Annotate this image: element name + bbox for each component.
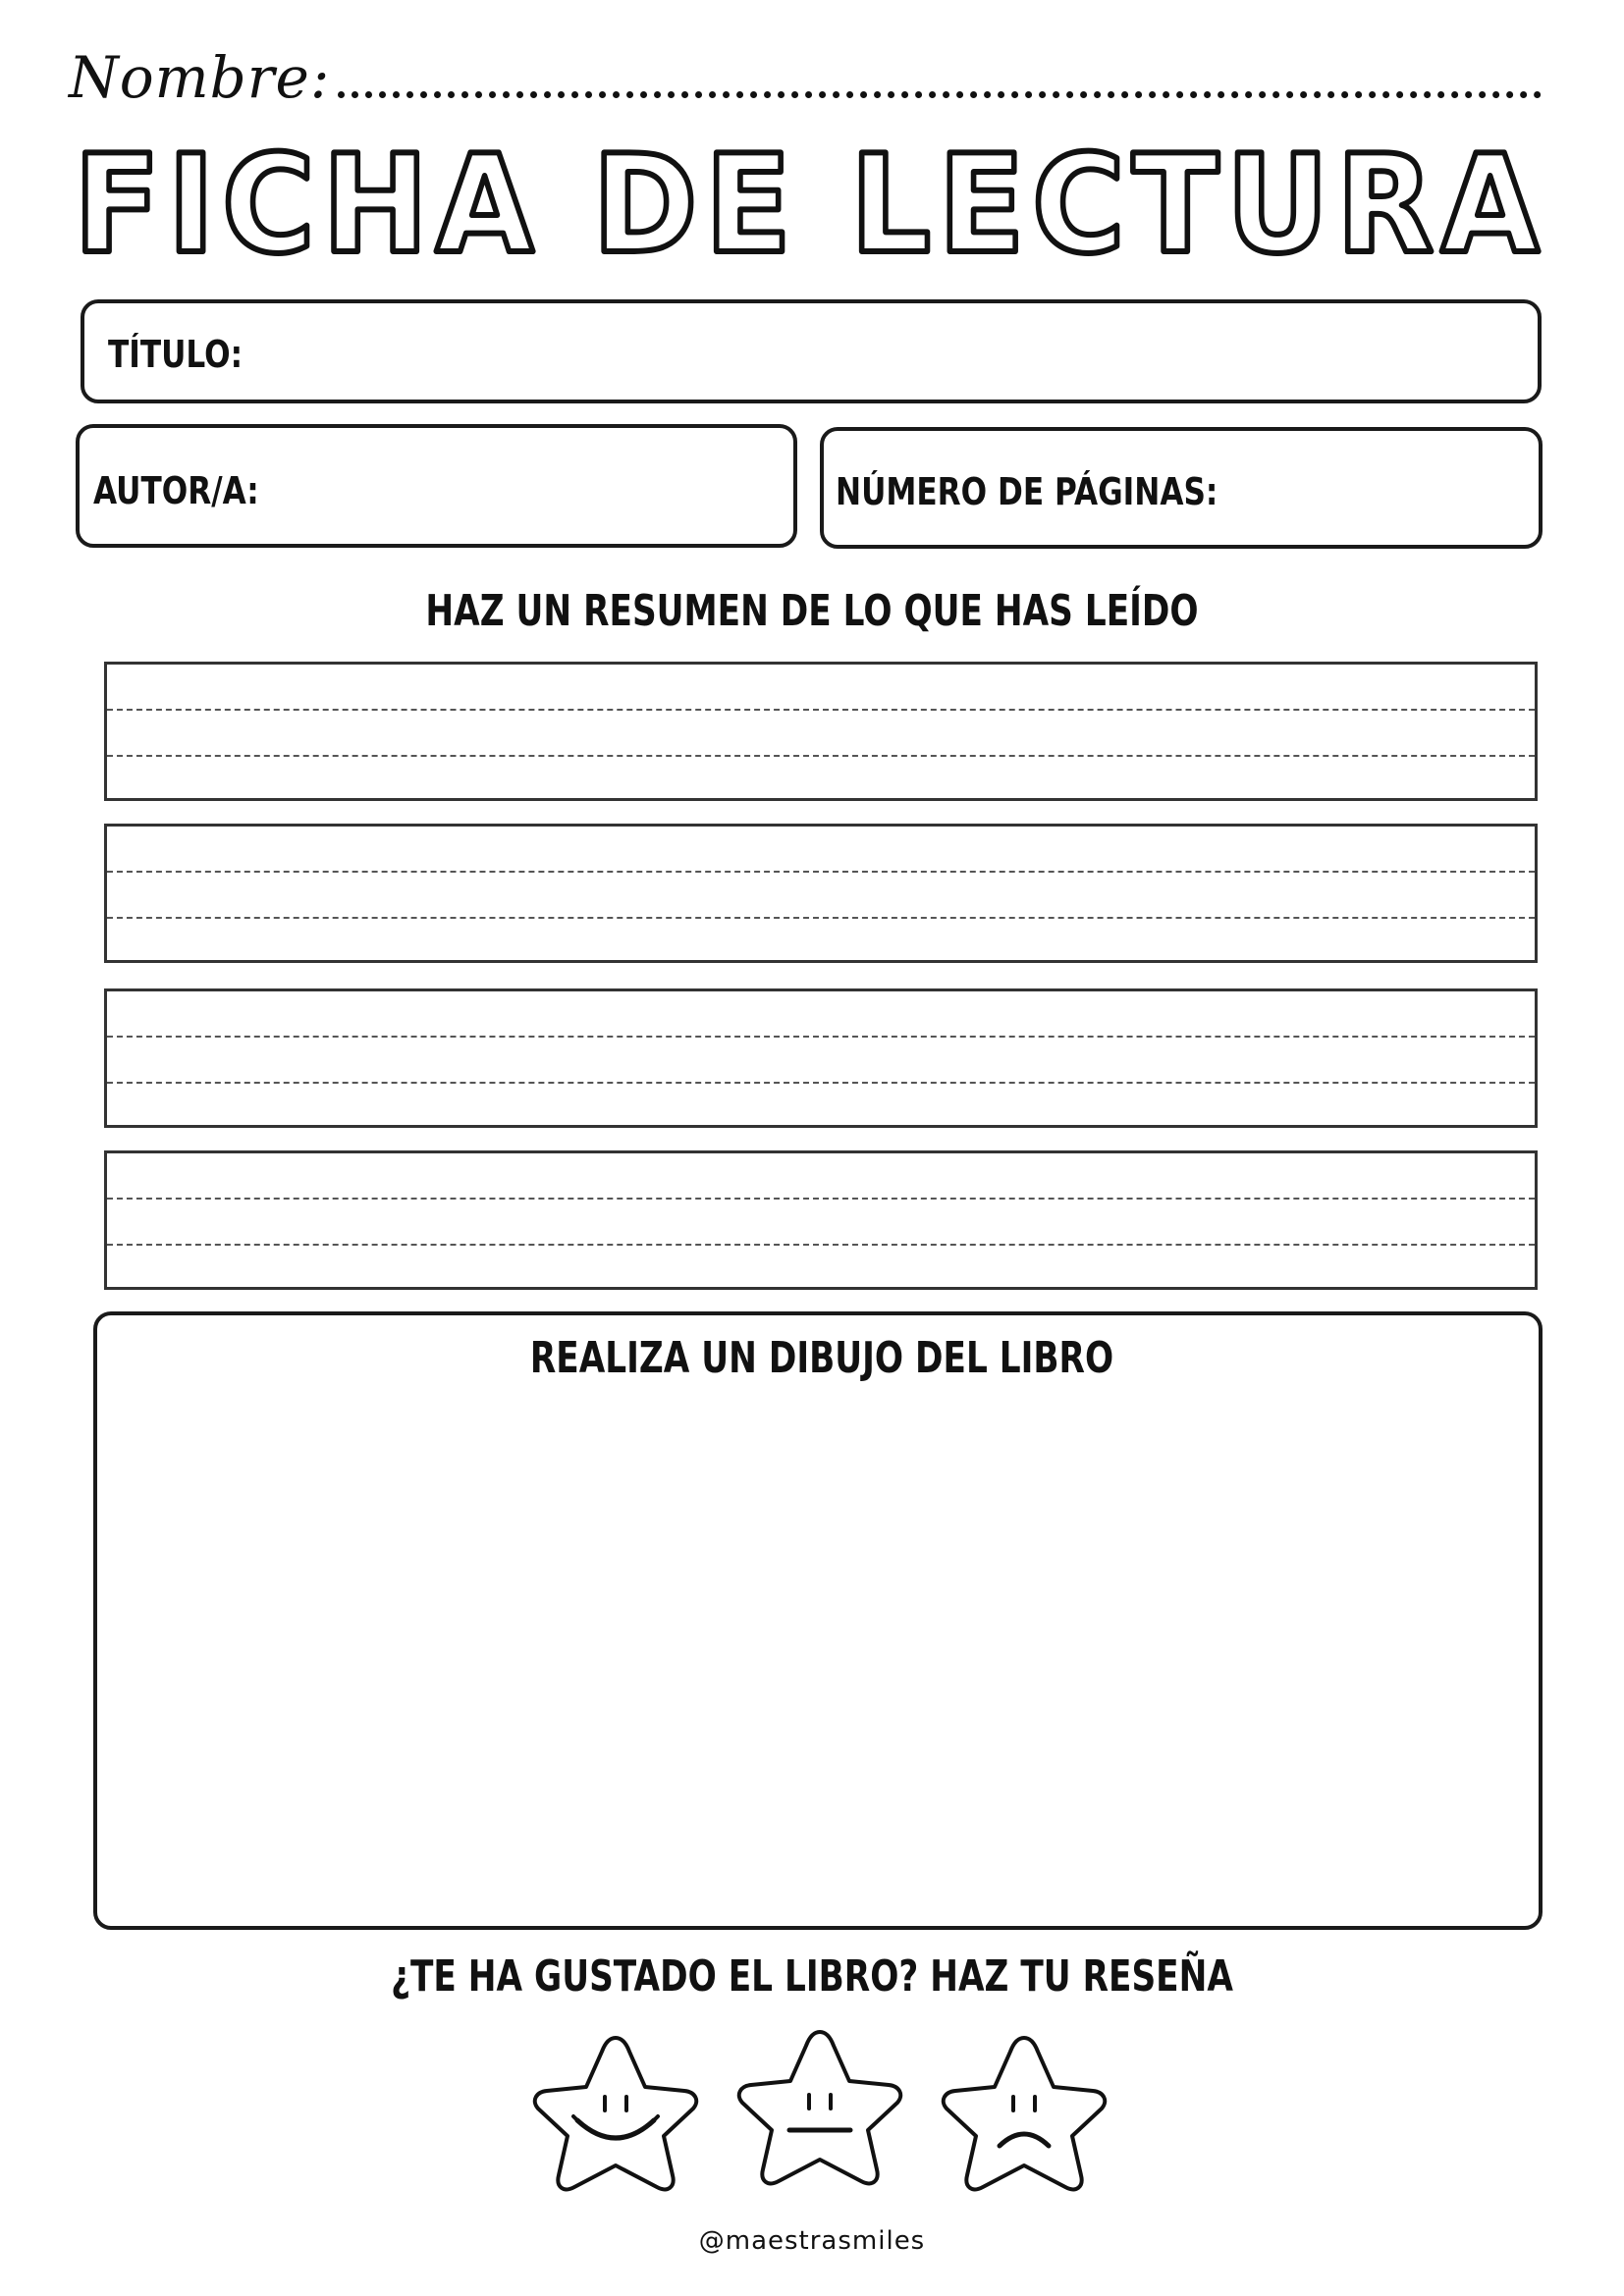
dashed-guide-line <box>107 709 1535 711</box>
name-write-line[interactable] <box>338 91 1542 98</box>
dashed-guide-line <box>107 755 1535 757</box>
review-heading: ¿TE HA GUSTADO EL LIBRO? HAZ TU RESEÑA <box>391 1951 1233 2002</box>
dashed-guide-line <box>107 1036 1535 1038</box>
autor-label: AUTOR/A: <box>93 469 259 512</box>
summary-write-block[interactable] <box>104 824 1538 963</box>
summary-write-block[interactable] <box>104 1150 1538 1290</box>
sad-star-icon[interactable] <box>944 2038 1105 2189</box>
footer-credit: @maestrasmiles <box>698 2226 926 2256</box>
dashed-guide-line <box>107 871 1535 873</box>
review-options <box>520 2024 1119 2211</box>
dashed-guide-line <box>107 1082 1535 1084</box>
neutral-star-icon[interactable] <box>739 2032 900 2183</box>
summary-write-block[interactable] <box>104 988 1538 1128</box>
name-label: Nombre: <box>69 44 331 111</box>
drawing-heading: REALIZA UN DIBUJO DEL LIBRO <box>529 1333 1114 1383</box>
drawing-area[interactable] <box>93 1311 1543 1930</box>
summary-write-block[interactable] <box>104 662 1538 801</box>
autor-field[interactable] <box>76 424 797 548</box>
dashed-guide-line <box>107 1198 1535 1200</box>
dashed-guide-line <box>107 917 1535 919</box>
titulo-field[interactable] <box>81 299 1542 403</box>
paginas-label: NÚMERO DE PÁGINAS: <box>836 470 1218 513</box>
titulo-label: TÍTULO: <box>108 333 244 376</box>
page-title <box>59 135 1561 283</box>
dashed-guide-line <box>107 1244 1535 1246</box>
name-row <box>69 27 1542 111</box>
page-title-text: FICHA DE LECTURA <box>74 135 1546 283</box>
happy-star-icon[interactable] <box>535 2038 696 2189</box>
summary-heading: HAZ UN RESUMEN DE LO QUE HAS LEÍDO <box>425 586 1199 636</box>
paginas-field[interactable] <box>820 427 1543 549</box>
